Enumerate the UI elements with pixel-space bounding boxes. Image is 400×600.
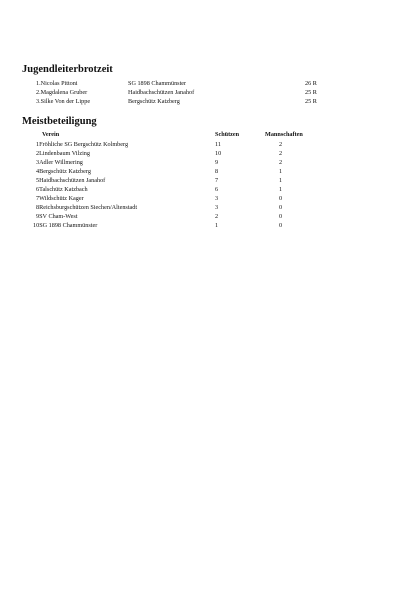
header-schuetzen: Schützen bbox=[215, 131, 240, 138]
meist-row bbox=[0, 203, 400, 212]
meist-verein: 8Reichsburgschützen Siechen/Altenstadt bbox=[36, 204, 138, 211]
meist-verein: 4Bergschütz Katzberg bbox=[36, 168, 91, 175]
meist-verein: 2Lindenbaum Vilzing bbox=[36, 150, 90, 157]
jugend-club: Haidbachschützen Janahof bbox=[128, 89, 195, 96]
header-mannschaften: Mannschaften bbox=[265, 131, 303, 138]
meist-schuetzen: 8 bbox=[215, 168, 219, 175]
meist-row bbox=[0, 221, 400, 230]
meist-verein: 1Fröhliche SG Bergschütz Kolmberg bbox=[36, 141, 129, 148]
meist-mannschaften: 2 bbox=[279, 141, 283, 148]
meist-mannschaften: 0 bbox=[279, 204, 283, 211]
header-verein: Verein bbox=[42, 131, 60, 138]
meist-schuetzen: 2 bbox=[215, 213, 219, 220]
jugend-name: 3.Silke Von der Lippe bbox=[36, 98, 91, 105]
meist-verein: 7Wildschütz Kager bbox=[36, 195, 84, 202]
jugend-score: 25 R bbox=[305, 89, 317, 96]
meist-row bbox=[0, 167, 400, 176]
meist-verein: 3Adler Willmering bbox=[36, 159, 83, 166]
jugend-score: 26 R bbox=[305, 80, 317, 87]
meist-mannschaften: 1 bbox=[279, 186, 283, 193]
section-title-meistbeteiligung: Meistbeteiligung bbox=[22, 116, 97, 127]
meist-verein: 9SV Cham-West bbox=[36, 213, 78, 220]
meist-schuetzen: 10 bbox=[215, 150, 222, 157]
meist-schuetzen: 7 bbox=[215, 177, 219, 184]
jugend-row bbox=[0, 88, 400, 97]
jugend-name: 2.Magdalena Gruber bbox=[36, 89, 88, 96]
jugend-club: Bergschütz Katzberg bbox=[128, 98, 180, 105]
meist-mannschaften: 0 bbox=[279, 195, 283, 202]
meist-mannschaften: 0 bbox=[279, 213, 283, 220]
meist-row bbox=[0, 212, 400, 221]
meist-verein: 5Haidbachschützen Janahof bbox=[36, 177, 106, 184]
jugend-name: 1.Nicolas Pittoni bbox=[36, 80, 78, 87]
meist-schuetzen: 11 bbox=[215, 141, 221, 148]
jugend-row bbox=[0, 97, 400, 106]
jugend-club: SG 1898 Chammünster bbox=[128, 80, 187, 87]
meist-row bbox=[0, 176, 400, 185]
meist-mannschaften: 1 bbox=[279, 177, 283, 184]
section-title-jugendleiterbrotzeit: Jugendleiterbrotzeit bbox=[22, 64, 113, 75]
jugend-row bbox=[0, 79, 400, 88]
meist-row bbox=[0, 149, 400, 158]
meist-mannschaften: 0 bbox=[279, 222, 283, 229]
meist-verein: 10SG 1898 Chammünster bbox=[33, 222, 98, 229]
meist-header-row bbox=[0, 130, 400, 139]
meist-row bbox=[0, 185, 400, 194]
meist-row bbox=[0, 194, 400, 203]
meist-schuetzen: 3 bbox=[215, 195, 219, 202]
meist-schuetzen: 3 bbox=[215, 204, 219, 211]
meist-schuetzen: 1 bbox=[215, 222, 219, 229]
meist-mannschaften: 2 bbox=[279, 150, 283, 157]
meist-row bbox=[0, 158, 400, 167]
jugend-score: 25 R bbox=[305, 98, 317, 105]
meist-mannschaften: 2 bbox=[279, 159, 283, 166]
meist-verein: 6Talschütz Katzbach bbox=[36, 186, 88, 193]
meist-schuetzen: 9 bbox=[215, 159, 219, 166]
meist-mannschaften: 1 bbox=[279, 168, 283, 175]
meist-schuetzen: 6 bbox=[215, 186, 219, 193]
meist-row bbox=[0, 140, 400, 149]
